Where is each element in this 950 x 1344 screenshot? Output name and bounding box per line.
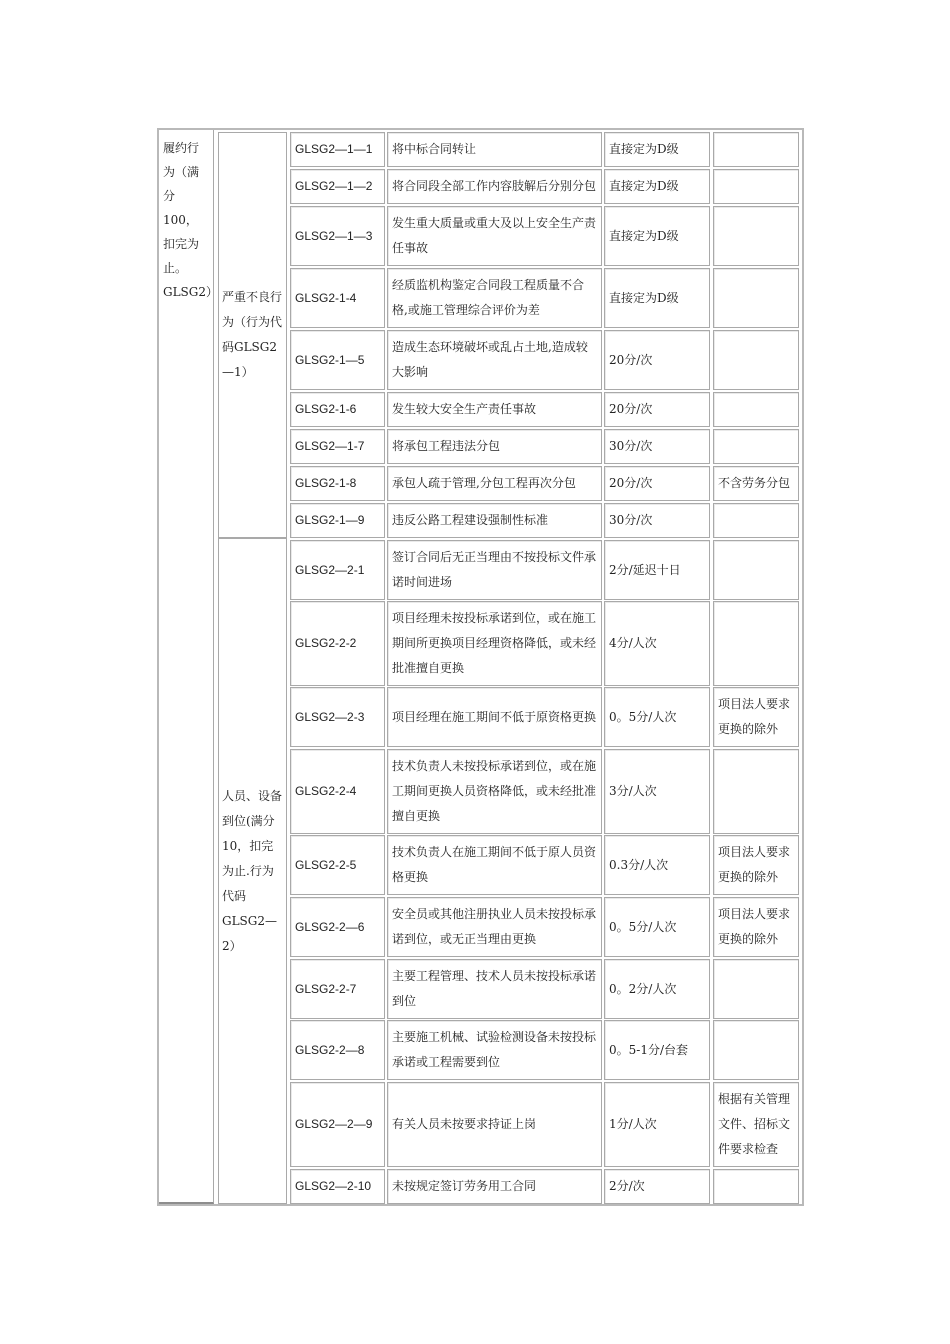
score-cell: 4分/人次 — [604, 601, 710, 686]
description-cell: 技术负责人在施工期间不低于原人员资格更换 — [387, 835, 602, 895]
description-cell: 项目经理在施工期间不低于原资格更换 — [387, 687, 602, 747]
note-cell — [713, 330, 799, 390]
code-cell: GLSG2-2-7 — [290, 959, 385, 1019]
code-cell: GLSG2-2—6 — [290, 897, 385, 957]
description-cell: 项目经理未按投标承诺到位，或在施工期间所更换项目经理资格降低，或未经批准擅自更换 — [387, 601, 602, 686]
description-cell: 有关人员未按要求持证上岗 — [387, 1082, 602, 1167]
description-cell: 安全员或其他注册执业人员未按投标承诺到位，或无正当理由更换 — [387, 897, 602, 957]
description-cell: 未按规定签订劳务用工合同 — [387, 1169, 602, 1204]
description-cell: 将承包工程违法分包 — [387, 429, 602, 464]
note-cell — [713, 169, 799, 204]
note-cell — [713, 132, 799, 167]
score-cell: 0。5分/人次 — [604, 897, 710, 957]
code-cell: GLSG2-1—5 — [290, 330, 385, 390]
code-cell: GLSG2-2-5 — [290, 835, 385, 895]
note-cell — [713, 1169, 799, 1204]
score-cell: 0。5分/人次 — [604, 687, 710, 747]
note-cell — [713, 268, 799, 328]
note-cell — [713, 1020, 799, 1080]
note-cell — [713, 429, 799, 464]
code-cell: GLSG2—1—1 — [290, 132, 385, 167]
score-cell: 20分/次 — [604, 466, 710, 501]
score-cell: 30分/次 — [604, 429, 710, 464]
score-cell: 0.3分/人次 — [604, 835, 710, 895]
code-cell: GLSG2—2—9 — [290, 1082, 385, 1167]
score-cell: 20分/次 — [604, 330, 710, 390]
group-label: 人员、设备到位(满分10，扣完为止.行为代码GLSG2—2） — [218, 538, 287, 1204]
code-cell: GLSG2-1-6 — [290, 392, 385, 427]
note-cell — [713, 503, 799, 538]
score-cell: 直接定为D级 — [604, 268, 710, 328]
score-cell: 2分/延迟十日 — [604, 540, 710, 600]
note-cell: 根据有关管理文件、招标文件要求检查 — [713, 1082, 799, 1167]
score-cell: 直接定为D级 — [604, 132, 710, 167]
description-cell: 签订合同后无正当理由不按投标文件承诺时间进场 — [387, 540, 602, 600]
note-cell — [713, 601, 799, 686]
description-cell: 发生重大质量或重大及以上安全生产责任事故 — [387, 206, 602, 266]
score-cell: 20分/次 — [604, 392, 710, 427]
score-cell: 0。2分/人次 — [604, 959, 710, 1019]
description-cell: 经质监机构鉴定合同段工程质量不合格,或施工管理综合评价为差 — [387, 268, 602, 328]
description-cell: 主要工程管理、技术人员未按投标承诺到位 — [387, 959, 602, 1019]
code-cell: GLSG2—2-3 — [290, 687, 385, 747]
note-cell: 项目法人要求更换的除外 — [713, 835, 799, 895]
note-cell — [713, 206, 799, 266]
code-cell: GLSG2—2-1 — [290, 540, 385, 600]
code-cell: GLSG2—1—3 — [290, 206, 385, 266]
description-cell: 造成生态环境破坏或乱占土地,造成较大影响 — [387, 330, 602, 390]
note-cell — [713, 392, 799, 427]
note-cell — [713, 540, 799, 600]
code-cell: GLSG2—1-7 — [290, 429, 385, 464]
group-label: 严重不良行为（行为代码GLSG2—1） — [218, 132, 287, 538]
code-cell: GLSG2-2—8 — [290, 1020, 385, 1080]
code-cell: GLSG2-1-8 — [290, 466, 385, 501]
note-cell — [713, 749, 799, 834]
description-cell: 发生较大安全生产责任事故 — [387, 392, 602, 427]
note-cell: 项目法人要求更换的除外 — [713, 897, 799, 957]
score-cell: 0。5-1分/台套 — [604, 1020, 710, 1080]
description-cell: 违反公路工程建设强制性标准 — [387, 503, 602, 538]
code-cell: GLSG2-1—9 — [290, 503, 385, 538]
note-cell — [713, 959, 799, 1019]
score-cell: 30分/次 — [604, 503, 710, 538]
description-cell: 将合同段全部工作内容肢解后分别分包 — [387, 169, 602, 204]
score-cell: 1分/人次 — [604, 1082, 710, 1167]
note-cell: 项目法人要求更换的除外 — [713, 687, 799, 747]
code-cell: GLSG2—2-10 — [290, 1169, 385, 1204]
code-cell: GLSG2-1-4 — [290, 268, 385, 328]
score-cell: 3分/人次 — [604, 749, 710, 834]
description-cell: 承包人疏于管理,分包工程再次分包 — [387, 466, 602, 501]
description-cell: 主要施工机械、试验检测设备未按投标承诺或工程需要到位 — [387, 1020, 602, 1080]
score-cell: 2分/次 — [604, 1169, 710, 1204]
description-cell: 技术负责人未按投标承诺到位，或在施工期间更换人员资格降低，或未经批准擅自更换 — [387, 749, 602, 834]
score-cell: 直接定为D级 — [604, 206, 710, 266]
code-cell: GLSG2-2-2 — [290, 601, 385, 686]
score-cell: 直接定为D级 — [604, 169, 710, 204]
note-cell: 不含劳务分包 — [713, 466, 799, 501]
category-cell: 履约行为（满分100，扣完为止。GLSG2） — [159, 130, 214, 1204]
code-cell: GLSG2-2-4 — [290, 749, 385, 834]
code-cell: GLSG2—1—2 — [290, 169, 385, 204]
description-cell: 将中标合同转让 — [387, 132, 602, 167]
table-body — [216, 130, 802, 1206]
